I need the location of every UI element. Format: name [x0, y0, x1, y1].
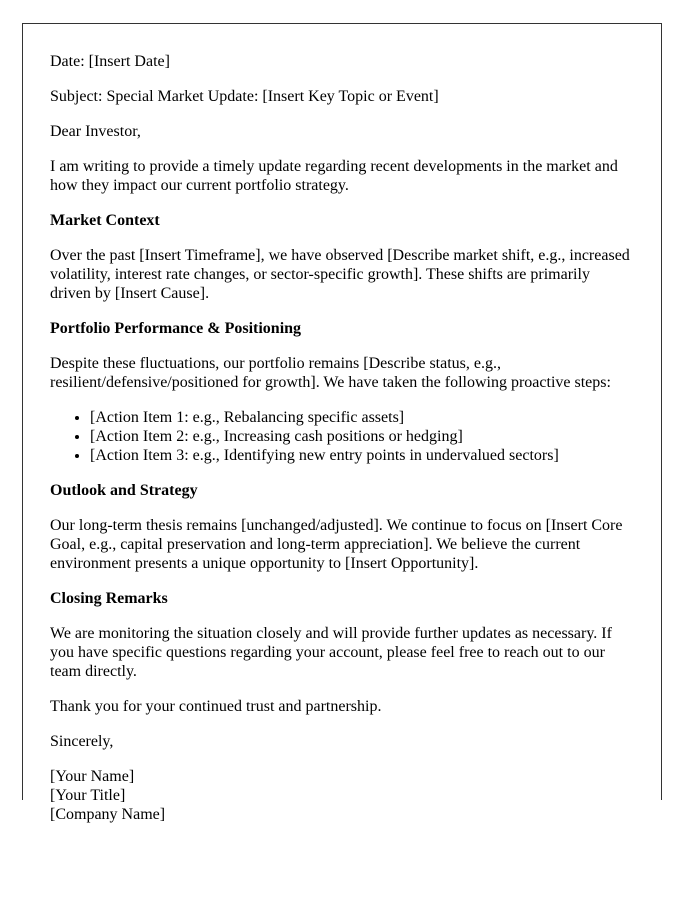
action-item-3: • [Action Item 3: e.g., Identifying new entry points in undervalued sectors] [90, 446, 634, 465]
intro-paragraph: I am writing to provide a timely update regarding recent developments in the market and how they impact our current portfolio strategy. [50, 158, 618, 194]
letter-container [22, 23, 662, 823]
signature-block [50, 767, 634, 824]
salutation: Dear Investor, [50, 123, 141, 140]
action-items-list [50, 408, 634, 465]
closing-body: We are monitoring the situation closely and will provide further updates as necessary. If you have specific questions regarding your account, please feel free to reach out to our team directly. [50, 625, 612, 680]
subject-line: Subject: Special Market Update: [Insert Key Topic or Event] [50, 88, 439, 105]
signature-title: [Your Title] [50, 787, 126, 804]
date-line: Date: [Insert Date] [50, 53, 170, 70]
signoff: Sincerely, [50, 733, 114, 750]
portfolio-body: Despite these fluctuations, our portfolio remains [Describe status, e.g., resilient/defensive/positioned for growth]. We have taken the following proactive steps: [50, 355, 611, 391]
section-heading-outlook: Outlook and Strategy [50, 482, 198, 499]
section-heading-closing: Closing Remarks [50, 590, 168, 607]
outlook-body: Our long-term thesis remains [unchanged/adjusted]. We continue to focus on [Insert Core Goal, e.g., capital preservation and long-term appreciation]. We believe the current environment presents a unique opportunity to [Insert Opportunity]. [50, 517, 623, 572]
market-context-body: Over the past [Insert Timeframe], we have observed [Describe market shift, e.g., increased volatility, interest rate changes, or sector-specific growth]. These shifts are primarily driven by [Insert Cause]. [50, 247, 630, 302]
action-item-1: • [Action Item 1: e.g., Rebalancing specific assets] [90, 408, 634, 427]
section-heading-portfolio-performance: Portfolio Performance & Positioning [50, 320, 302, 337]
section-heading-market-context: Market Context [50, 212, 160, 229]
action-item-2: • [Action Item 2: e.g., Increasing cash positions or hedging] [90, 427, 634, 446]
signature-company: [Company Name] [50, 806, 166, 823]
signature-name: [Your Name] [50, 768, 135, 785]
thanks-line: Thank you for your continued trust and partnership. [50, 698, 382, 715]
